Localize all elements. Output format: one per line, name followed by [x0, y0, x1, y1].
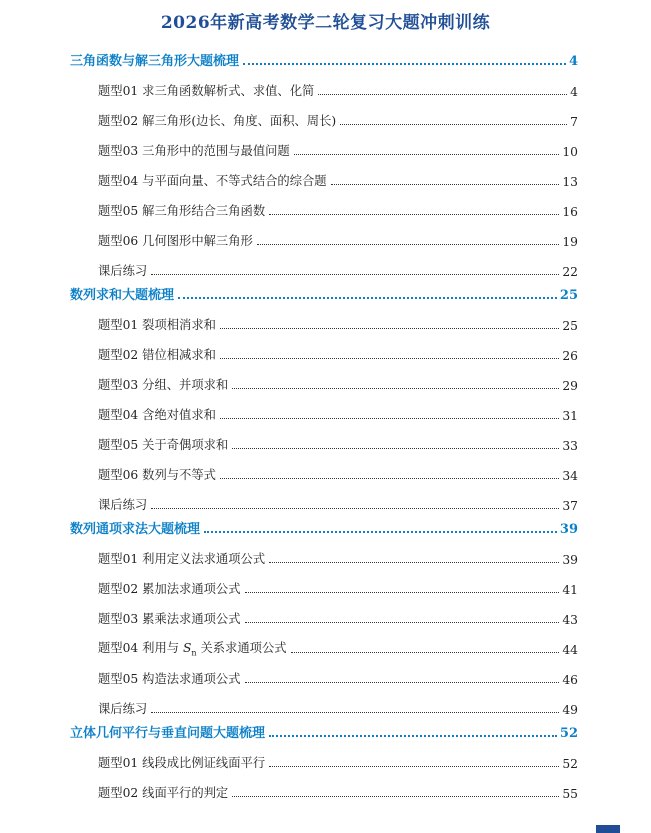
toc-item[interactable]: [70, 597, 578, 627]
dot-leader: [294, 154, 560, 155]
toc-item[interactable]: [70, 333, 578, 363]
item-label: 题型03 分组、并项求和: [98, 378, 229, 392]
item-page: 44: [562, 643, 578, 657]
toc-item[interactable]: [70, 627, 578, 657]
dot-leader: [151, 508, 559, 509]
item-page: 13: [562, 175, 578, 189]
item-label: 课后练习: [98, 702, 148, 716]
dot-leader: [220, 478, 559, 479]
item-label-after: 关系求通项公式: [196, 640, 287, 655]
item-label: 题型03 三角形中的范围与最值问题: [98, 144, 290, 158]
dot-leader: [220, 418, 559, 419]
item-page: 33: [562, 439, 578, 453]
dot-leader: [204, 531, 557, 533]
item-label: 题型02 错位相减求和: [98, 348, 216, 362]
item-page: 43: [562, 613, 578, 627]
dot-leader: [243, 63, 566, 65]
item-page: 55: [562, 787, 578, 801]
dot-leader: [151, 274, 559, 275]
toc-item[interactable]: [70, 657, 578, 687]
section-title: 数列通项求法大题梳理: [70, 522, 201, 537]
item-label: 课后练习: [98, 264, 148, 278]
toc-item[interactable]: [70, 219, 578, 249]
dot-leader: [232, 796, 559, 797]
item-page: 34: [562, 469, 578, 483]
item-label: 题型05 关于奇偶项求和: [98, 438, 229, 452]
item-page: 22: [562, 265, 578, 279]
item-page: 16: [562, 205, 578, 219]
item-label: 题型01 线段成比例证线面平行: [98, 756, 266, 770]
section-title: 数列求和大题梳理: [70, 288, 175, 303]
toc-item[interactable]: [70, 189, 578, 219]
math-symbol-s: S: [182, 640, 192, 655]
item-label: 题型04 含绝对值求和: [98, 408, 216, 422]
toc-item-exercise[interactable]: [70, 687, 578, 717]
dot-leader: [245, 592, 560, 593]
dot-leader: [232, 448, 559, 449]
item-page: 19: [562, 235, 578, 249]
dot-leader: [331, 184, 560, 185]
item-label: 题型03 累乘法求通项公式: [98, 612, 241, 626]
item-page: 31: [562, 409, 578, 423]
toc-item-exercise[interactable]: [70, 483, 578, 513]
toc-item[interactable]: [70, 423, 578, 453]
item-page: 26: [562, 349, 578, 363]
toc-item[interactable]: [70, 741, 578, 771]
section-page: 25: [559, 288, 578, 303]
toc-item[interactable]: [70, 363, 578, 393]
toc-section-trig[interactable]: [70, 45, 578, 69]
item-label-before: 题型04 利用与: [98, 640, 183, 655]
item-label: 题型04 与平面向量、不等式结合的综合题: [98, 174, 327, 188]
item-label: 题型05 解三角形结合三角函数: [98, 204, 266, 218]
toc-item[interactable]: [70, 453, 578, 483]
dot-leader: [245, 622, 560, 623]
item-page: 52: [562, 757, 578, 771]
page-corner-marker: [596, 825, 620, 833]
toc-item[interactable]: [70, 537, 578, 567]
item-page: 29: [562, 379, 578, 393]
dot-leader: [257, 244, 560, 245]
item-page: 7: [570, 115, 578, 129]
dot-leader: [269, 735, 557, 737]
item-page: 4: [570, 85, 578, 99]
item-label: 课后练习: [98, 498, 148, 512]
toc-section-sequence-sum[interactable]: [70, 279, 578, 303]
toc-item[interactable]: [70, 99, 578, 129]
table-of-contents: [70, 45, 578, 801]
item-label: 题型05 构造法求通项公式: [98, 672, 241, 686]
item-label: 题型01 裂项相消求和: [98, 318, 216, 332]
section-page: 4: [568, 54, 578, 69]
item-page: 25: [562, 319, 578, 333]
item-page: 41: [562, 583, 578, 597]
item-page: 10: [562, 145, 578, 159]
toc-item[interactable]: [70, 129, 578, 159]
item-page: 46: [562, 673, 578, 687]
dot-leader: [318, 94, 567, 95]
section-title: 三角函数与解三角形大题梳理: [70, 54, 240, 69]
dot-leader: [269, 562, 559, 563]
item-page: 39: [562, 553, 578, 567]
toc-section-sequence-formula[interactable]: [70, 513, 578, 537]
toc-section-solid-geometry[interactable]: [70, 717, 578, 741]
dot-leader: [151, 712, 559, 713]
item-label: 题型01 利用定义法求通项公式: [98, 552, 266, 566]
dot-leader: [245, 682, 560, 683]
document-title: 2026年新高考数学二轮复习大题冲刺训练: [160, 13, 491, 33]
item-label: [98, 638, 287, 657]
dot-leader: [220, 358, 559, 359]
toc-item[interactable]: [70, 393, 578, 423]
dot-leader: [178, 297, 557, 299]
toc-item[interactable]: [70, 771, 578, 801]
item-label: 题型06 数列与不等式: [98, 468, 216, 482]
item-label: 题型02 解三角形(边长、角度、面积、周长): [98, 114, 337, 128]
dot-leader: [291, 652, 560, 653]
toc-item[interactable]: [70, 303, 578, 333]
math-subscript-n: n: [191, 648, 197, 657]
toc-item[interactable]: [70, 69, 578, 99]
item-label: 题型02 累加法求通项公式: [98, 582, 241, 596]
item-label: 题型02 线面平行的判定: [98, 786, 229, 800]
toc-item[interactable]: [70, 159, 578, 189]
item-label: 题型06 几何图形中解三角形: [98, 234, 253, 248]
section-title: 立体几何平行与垂直问题大题梳理: [70, 726, 266, 741]
item-page: 49: [562, 703, 578, 717]
dot-leader: [269, 214, 559, 215]
dot-leader: [232, 388, 559, 389]
toc-item[interactable]: [70, 567, 578, 597]
section-page: 52: [559, 726, 578, 741]
item-label: 题型01 求三角函数解析式、求值、化简: [98, 84, 315, 98]
dot-leader: [220, 328, 559, 329]
dot-leader: [269, 766, 559, 767]
item-page: 37: [562, 499, 578, 513]
toc-item-exercise[interactable]: [70, 249, 578, 279]
section-page: 39: [559, 522, 578, 537]
dot-leader: [340, 124, 567, 125]
